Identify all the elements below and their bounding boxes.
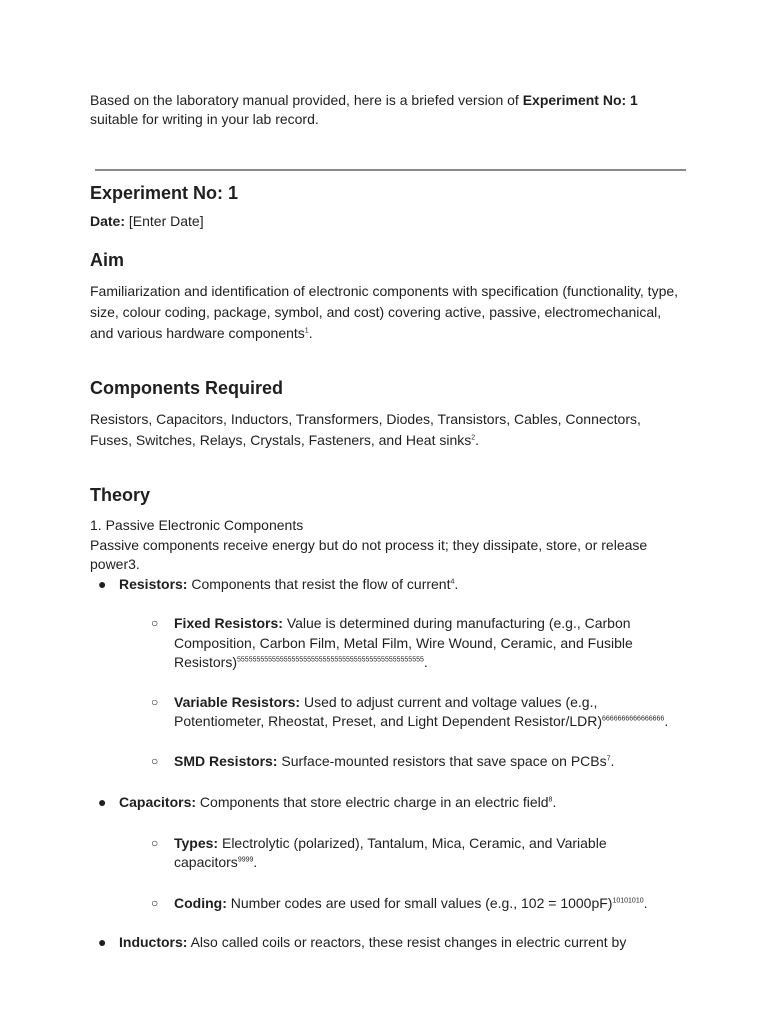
sublist-item-label: Coding: xyxy=(174,894,227,911)
intro-paragraph xyxy=(90,91,680,129)
aim-heading: Aim xyxy=(90,250,125,270)
aim-text xyxy=(90,281,680,344)
sublist-item-fixed-resistors xyxy=(119,614,680,673)
components-text xyxy=(90,409,680,451)
list-item-label: Capacitors: xyxy=(119,794,197,810)
bullet-hollow-icon: ○ xyxy=(151,753,159,768)
footnote-ref[interactable]: 1 xyxy=(304,327,309,335)
bullet-filled-icon: ● xyxy=(98,575,107,592)
list-item-inductors xyxy=(90,933,680,953)
theory-heading: Theory xyxy=(90,485,151,505)
date-label: Date: xyxy=(90,213,126,229)
list-item-resistors xyxy=(90,575,680,772)
components-heading: Components Required xyxy=(90,378,284,398)
components-text-end: . xyxy=(475,432,480,448)
footnote-ref[interactable]: 6666666666666666 xyxy=(602,715,665,723)
sublist-item-coding xyxy=(119,894,680,914)
theory-section-title: 1. Passive Electronic Components xyxy=(90,517,304,533)
sublist-item-smd-resistors xyxy=(119,752,680,772)
sublist-item-variable-resistors xyxy=(119,693,680,732)
sublist-item-end: . xyxy=(423,654,428,670)
footnote-ref[interactable]: 4 xyxy=(450,577,455,585)
date-line xyxy=(90,212,680,231)
aim-text-body: Familiarization and identification of electronic components with specification (functionality, type, size, colour coding, package, symbol, and cost) covering active, passive, electromechanical, and various hardware components xyxy=(90,283,679,341)
intro-bold-experiment: Experiment No: 1 xyxy=(522,92,638,108)
footnote-ref[interactable]: 7 xyxy=(606,754,611,762)
bullet-hollow-icon: ○ xyxy=(151,616,159,630)
intro-text: Based on the laboratory manual provided, here is a briefed version of xyxy=(90,92,523,108)
list-item-text: Components that store electric charge in an electric field xyxy=(196,794,549,810)
bullet-hollow-icon: ○ xyxy=(151,835,159,850)
list-item-label: Resistors: xyxy=(119,575,188,592)
resistors-sublist xyxy=(119,614,680,771)
sublist-item-end: . xyxy=(664,713,669,729)
bullet-hollow-icon: ○ xyxy=(151,694,159,709)
theory-section-text: Passive components receive energy but do not process it; they dissipate, store, or release power3. xyxy=(90,536,648,572)
components-text-body: Resistors, Capacitors, Inductors, Transformers, Diodes, Transistors, Cables, Connectors, Fuses, Switches, Relays, Crystals, Fasteners, and Heat sinks xyxy=(90,411,641,448)
theory-list xyxy=(90,575,680,953)
sublist-item-text: Surface-mounted resistors that save space on PCBs xyxy=(277,752,607,769)
list-item-label: Inductors: xyxy=(119,934,188,950)
sublist-item-end: . xyxy=(643,894,648,911)
sublist-item-end: . xyxy=(610,752,615,769)
sublist-item-label: SMD Resistors: xyxy=(174,752,278,769)
date-value: [Enter Date] xyxy=(125,213,204,229)
footnote-ref[interactable]: 10101010 xyxy=(612,896,644,904)
capacitors-sublist xyxy=(119,834,680,914)
sublist-item-types xyxy=(119,834,680,873)
list-item-end: . xyxy=(552,794,557,810)
footnote-ref[interactable]: 2 xyxy=(471,434,476,442)
bullet-hollow-icon: ○ xyxy=(151,895,159,910)
document-page xyxy=(90,91,680,953)
list-item-capacitors xyxy=(90,793,680,913)
bullet-filled-icon: ● xyxy=(98,934,107,950)
sublist-item-end: . xyxy=(253,854,258,870)
sublist-item-text: Number codes are used for small values (e.g., 102 = 1000pF) xyxy=(226,894,613,911)
experiment-title: Experiment No: 1 xyxy=(90,183,239,203)
bullet-filled-icon: ● xyxy=(98,794,107,810)
sublist-item-text: Electrolytic (polarized), Tantalum, Mica, Ceramic, and Variable capacitors xyxy=(174,834,607,870)
sublist-item-text: Value is determined during manufacturing (e.g., Carbon Composition, Carbon Film, Metal Film, Wire Wound, Ceramic, and Fusible Resistors) xyxy=(174,615,633,670)
sublist-item-text: Used to adjust current and voltage values (e.g., Potentiometer, Rheostat, Preset, and Light Dependent Resistor/LDR) xyxy=(174,693,603,729)
footnote-ref[interactable]: 555555555555555555555555555555555555555555555555 xyxy=(237,656,424,664)
sublist-item-label: Variable Resistors: xyxy=(174,693,301,710)
intro-text-end: suitable for writing in your lab record. xyxy=(90,111,319,127)
sublist-item-label: Fixed Resistors: xyxy=(174,615,283,631)
footnote-ref[interactable]: 9999 xyxy=(237,856,254,864)
aim-text-end: . xyxy=(308,325,313,341)
horizontal-divider xyxy=(95,169,686,171)
list-item-end: . xyxy=(454,575,459,592)
footnote-ref[interactable]: 8 xyxy=(548,796,553,804)
list-item-text: Also called coils or reactors, these resist changes in electric current by xyxy=(187,934,627,950)
theory-section xyxy=(90,516,680,953)
sublist-item-label: Types: xyxy=(174,834,219,851)
list-item-text: Components that resist the flow of current xyxy=(187,575,451,592)
